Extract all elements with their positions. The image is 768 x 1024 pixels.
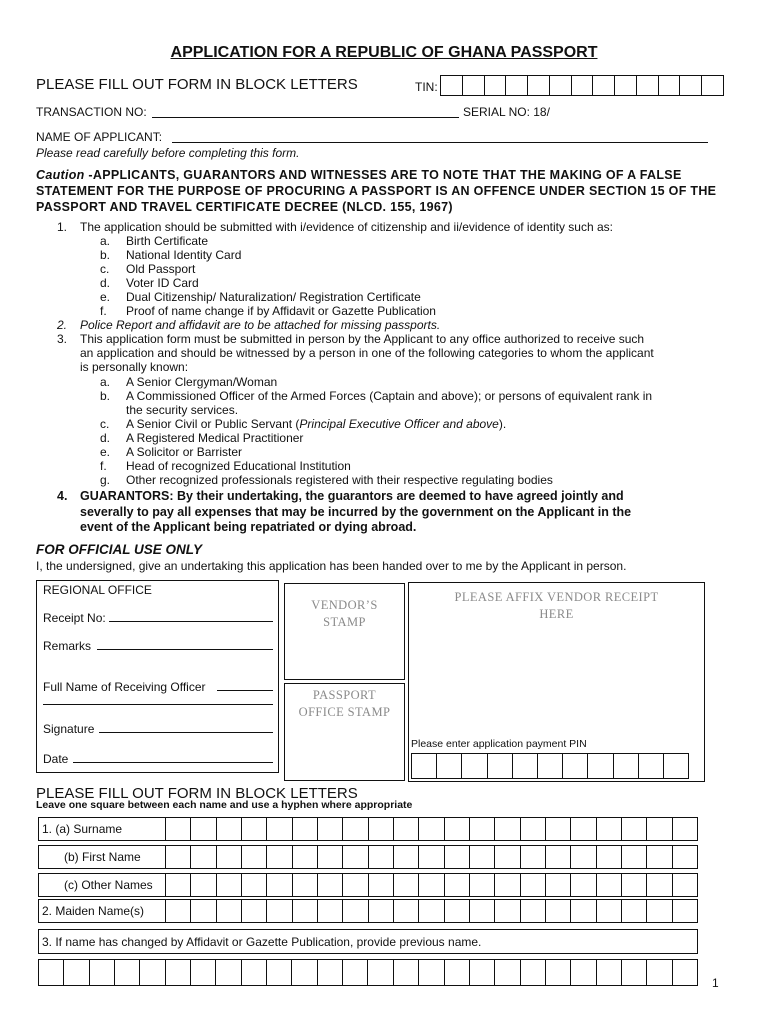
- sub-text-italic: Principal Executive Officer and above: [299, 417, 499, 431]
- remarks-label: Remarks: [43, 639, 92, 653]
- item3-line1: This application form must be submitted in person by the Applicant to any office authorized to receive such: [80, 332, 645, 346]
- receiving-officer-field[interactable]: [217, 690, 273, 691]
- sub-text: Dual Citizenship/ Naturalization/ Registration Certificate: [126, 290, 421, 304]
- vendor-stamp-text: [285, 597, 404, 631]
- transaction-field[interactable]: [152, 117, 459, 118]
- name-spacing-note: Leave one square between each name and use a hyphen where appropriate: [36, 799, 413, 811]
- other-names-row[interactable]: [38, 873, 698, 897]
- item4-line2: severally to pay all expenses that may be incurred by the government on the Applicant in the: [80, 504, 632, 519]
- sub-letter: f.: [100, 304, 107, 318]
- passport-stamp-line1: PASSPORT: [312, 688, 377, 702]
- transaction-label: TRANSACTION NO:: [36, 105, 147, 119]
- remarks-field[interactable]: [97, 649, 273, 650]
- surname-label: 1. (a) Surname: [39, 818, 166, 840]
- sub-letter: e.: [100, 445, 111, 459]
- block-letters-heading: PLEASE FILL OUT FORM IN BLOCK LETTERS: [36, 76, 358, 93]
- item4-line3: event of the Applicant being repatriated or dying abroad.: [80, 520, 417, 534]
- serial-label: SERIAL NO: 18/: [463, 105, 550, 119]
- item1-text: The application should be submitted with i/evidence of citizenship and ii/evidence of identity such as:: [80, 220, 613, 234]
- block-letters-heading-2: PLEASE FILL OUT FORM IN BLOCK LETTERS: [36, 785, 358, 802]
- maiden-name-cells[interactable]: [166, 900, 697, 922]
- sub-letter: b.: [100, 248, 111, 262]
- item2-text: Police Report and affidavit are to be attached for missing passports.: [80, 318, 441, 332]
- first-name-cells[interactable]: [166, 846, 697, 868]
- sub-text: National Identity Card: [126, 248, 242, 262]
- sub-text: A Registered Medical Practitioner: [126, 431, 304, 445]
- vendor-stamp-line2: STAMP: [323, 615, 366, 629]
- passport-stamp-box: [284, 683, 405, 781]
- passport-stamp-text: [285, 687, 404, 721]
- other-names-cells[interactable]: [166, 874, 697, 896]
- surname-cells[interactable]: [166, 818, 697, 840]
- sub-letter: d.: [100, 431, 111, 445]
- signature-label: Signature: [43, 722, 95, 736]
- sub-text: A Senior Civil or Public Servant (: [126, 417, 300, 431]
- sub-text: A Solicitor or Barrister: [126, 445, 243, 459]
- sub-text: A Senior Clergyman/Woman: [126, 375, 278, 389]
- item-number: 3.: [57, 332, 68, 346]
- item-number: 4.: [57, 489, 68, 503]
- receiving-officer-field-2[interactable]: [43, 704, 273, 705]
- sub-text: Other recognized professionals registered with their respective regulating bodies: [126, 473, 553, 487]
- official-heading: FOR OFFICIAL USE ONLY: [36, 542, 203, 557]
- maiden-name-row[interactable]: [38, 899, 698, 923]
- vendor-receipt-box: [408, 582, 705, 782]
- previous-name-label: 3. If name has changed by Affidavit or Gazette Publication, provide previous name.: [42, 934, 482, 949]
- item-number: 2.: [57, 318, 68, 332]
- date-field[interactable]: [73, 762, 273, 763]
- caution-lead: Caution: [36, 168, 85, 182]
- vendor-receipt-text: [409, 589, 704, 623]
- sub-text: A Commissioned Officer of the Armed Forces (Captain and above); or persons of equivalent rank in: [126, 389, 653, 403]
- pin-input-grid[interactable]: [411, 753, 689, 779]
- item3-line3: is personally known:: [80, 360, 189, 374]
- first-name-label: (b) First Name: [39, 846, 166, 868]
- item-number: 1.: [57, 220, 68, 234]
- name-label: NAME OF APPLICANT:: [36, 130, 163, 144]
- sub-letter: c.: [100, 262, 110, 276]
- previous-name-cells-row[interactable]: [38, 959, 698, 986]
- undertaking-text: I, the undersigned, give an undertaking this application has been handed over to me by the Applicant in person.: [36, 559, 627, 573]
- sub-text: Old Passport: [126, 262, 196, 276]
- sub-letter: e.: [100, 290, 111, 304]
- name-field[interactable]: [172, 142, 708, 143]
- item4-line1: GUARANTORS: By their undertaking, the guarantors are deemed to have agreed jointly and: [80, 489, 624, 503]
- caution-paragraph: [36, 167, 736, 215]
- sub-text: the security services.: [126, 403, 239, 417]
- sub-letter: c.: [100, 417, 110, 431]
- tin-input-grid[interactable]: [440, 75, 724, 96]
- sub-letter: b.: [100, 389, 111, 403]
- date-label: Date: [43, 752, 69, 766]
- previous-name-cells[interactable]: [39, 960, 697, 985]
- vendor-stamp-box: [284, 583, 405, 680]
- page-number: 1: [712, 976, 719, 990]
- item3-line2: an application and should be witnessed by a person in one of the following categories to whom the applicant: [80, 346, 654, 360]
- receipt-field[interactable]: [109, 621, 273, 622]
- first-name-row[interactable]: [38, 845, 698, 869]
- sub-letter: a.: [100, 375, 111, 389]
- read-note: Please read carefully before completing this form.: [36, 146, 300, 160]
- sub-text: Voter ID Card: [126, 276, 199, 290]
- sub-text: Birth Certificate: [126, 234, 209, 248]
- sub-text-after: ).: [498, 417, 507, 431]
- maiden-name-label: 2. Maiden Name(s): [39, 900, 166, 922]
- form-title: APPLICATION FOR A REPUBLIC OF GHANA PASSPORT: [170, 44, 598, 61]
- sub-text: Proof of name change if by Affidavit or Gazette Publication: [126, 304, 436, 318]
- passport-stamp-line2: OFFICE STAMP: [298, 705, 391, 719]
- receipt-label: Receipt No:: [43, 611, 106, 625]
- sub-letter: g.: [100, 473, 111, 487]
- vendor-receipt-line1: PLEASE AFFIX VENDOR RECEIPT: [454, 590, 659, 604]
- sub-text: Head of recognized Educational Institution: [126, 459, 351, 473]
- signature-field[interactable]: [99, 732, 273, 733]
- receiving-officer-label: Full Name of Receiving Officer: [43, 680, 206, 694]
- vendor-stamp-line1: VENDOR’S: [311, 598, 378, 612]
- sub-letter: f.: [100, 459, 107, 473]
- pin-label: Please enter application payment PIN: [411, 738, 587, 750]
- item4-paragraph: [80, 489, 631, 536]
- regional-office-box: [36, 580, 279, 773]
- surname-row[interactable]: [38, 817, 698, 841]
- tin-label: TIN:: [415, 80, 438, 94]
- sub-letter: d.: [100, 276, 111, 290]
- sub-letter: a.: [100, 234, 111, 248]
- previous-name-row: [38, 929, 698, 954]
- vendor-receipt-line2: HERE: [539, 607, 574, 621]
- sub-text-rich: [126, 417, 506, 431]
- other-names-label: (c) Other Names: [39, 874, 166, 896]
- regional-office-label: REGIONAL OFFICE: [43, 583, 152, 597]
- caution-text: -APPLICANTS, GUARANTORS AND WITNESSES ARE TO NOTE THAT THE MAKING OF A FALSE STATEMENT FOR THE PURPOSE OF PROCURING A PASSPORT IS AN OFFENCE UNDER SECTION 15 OF THE PASSPORT AND TRAVEL CERTIFICATE DECREE (NLCD. 155, 1967): [36, 168, 717, 214]
